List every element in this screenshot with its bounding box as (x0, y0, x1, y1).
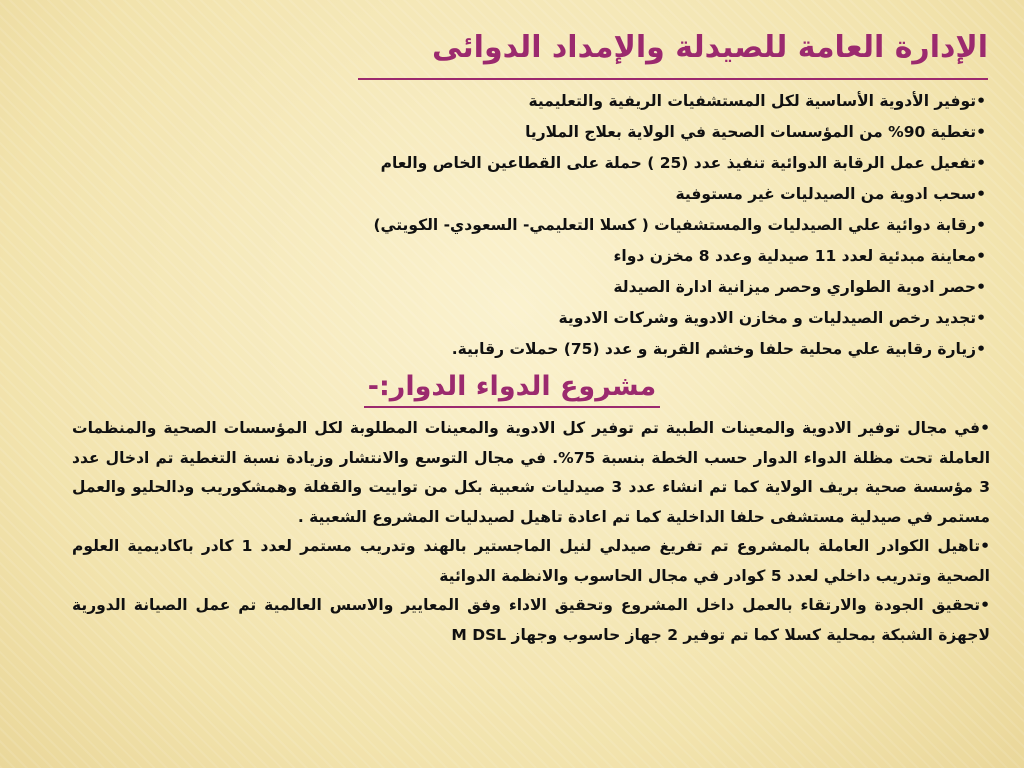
bullet-icon: • (976, 123, 986, 141)
list-item-text: رقابة دوائية علي الصيدليات والمستشفيات ( كسلا التعليمي- السعودي- الكويتي) (373, 216, 977, 234)
bullet-list-pharmacy (226, 86, 986, 365)
list-item-text: تجديد رخص الصيدليات و مخازن الادوية وشركات الادوية (558, 309, 977, 327)
list-item (226, 303, 986, 334)
bullet-icon: • (976, 309, 986, 327)
list-item-text: توفير الأدوية الأساسية لكل المستشفيات الريفية والتعليمية (528, 92, 977, 110)
list-item (226, 148, 986, 179)
bullet-icon: • (980, 596, 990, 614)
list-item-text: حصر ادوية الطواري وحصر ميزانية ادارة الصيدلة (613, 278, 977, 296)
bullet-icon: • (976, 216, 986, 234)
bullet-icon: • (976, 340, 986, 358)
bullet-list-project (72, 414, 990, 650)
bullet-icon: • (980, 419, 990, 437)
list-item (226, 86, 986, 117)
list-item (226, 117, 986, 148)
list-item-text: تغطية 90% من المؤسسات الصحية في الولاية بعلاج الملاريا (525, 123, 977, 141)
section-heading (0, 368, 1024, 408)
list-item-text: سحب ادوية من الصيدليات غير مستوفية (675, 185, 977, 203)
list-item (72, 591, 990, 650)
bullet-icon: • (976, 247, 986, 265)
bullet-icon: • (976, 278, 986, 296)
list-item (226, 179, 986, 210)
list-item-text: في مجال توفير الادوية والمعينات الطبية تم توفير كل الادوية والمعينات المطلوبة لكل المؤسسات الصحية والمنظمات العاملة تحت مظلة الدواء الدوار حسب الخطة بنسبة 75%. في مجال التوسع والانتشار وزيادة نسبة التغطية تم ادخال عدد 3 مؤسسة صحية بريف الولاية كما تم انشاء عدد 3 صيدليات شعبية بكل من تواييت والقفلة وهمشكوريب ودالحليو والعمل مستمر في صيدلية مستشفى حلفا الداخلية كما تم اعادة تاهيل لصيدليات المشروع الشعبية . (72, 419, 991, 526)
bullet-icon: • (976, 185, 986, 203)
bullet-icon: • (976, 154, 986, 172)
list-item-text: معاينة مبدئية لعدد 11 صيدلية وعدد 8 مخزن دواء (613, 247, 977, 265)
list-item-text: تفعيل عمل الرقابة الدوائية تنفيذ عدد (25 ) حملة على القطاعين الخاص والعام (380, 154, 977, 172)
list-item-text: زيارة رقابية علي محلية حلفا وخشم القربة و عدد (75) حملات رقابية. (451, 340, 977, 358)
list-item (226, 272, 986, 303)
list-item (226, 334, 986, 365)
title-underline (358, 78, 988, 80)
slide-title: الإدارة العامة للصيدلة والإمداد الدوائى (432, 30, 988, 65)
list-item-text: تحقيق الجودة والارتقاء بالعمل داخل المشروع وتحقيق الاداء وفق المعايير والاسس العالمية تم عمل الصيانة الدورية لاجهزة الشبكة بمحلية كسلا كما تم توفير 2 جهاز حاسوب وجهاز M DSL (72, 596, 990, 644)
list-item (72, 414, 990, 532)
list-item (72, 532, 990, 591)
list-item (226, 241, 986, 272)
bullet-icon: • (980, 537, 990, 555)
list-item (226, 210, 986, 241)
bullet-icon: • (976, 92, 986, 110)
list-item-text: تاهيل الكوادر العاملة بالمشروع تم تفريغ صيدلي لنيل الماجستير بالهند وتدريب مستمر لعدد 1 كادر باكاديمية العلوم الصحية وتدريب داخلي لعدد 5 كوادر في مجال الحاسوب والانظمة الدوائية (72, 537, 990, 585)
section-heading-text: مشروع الدواء الدوار:- (364, 368, 660, 408)
